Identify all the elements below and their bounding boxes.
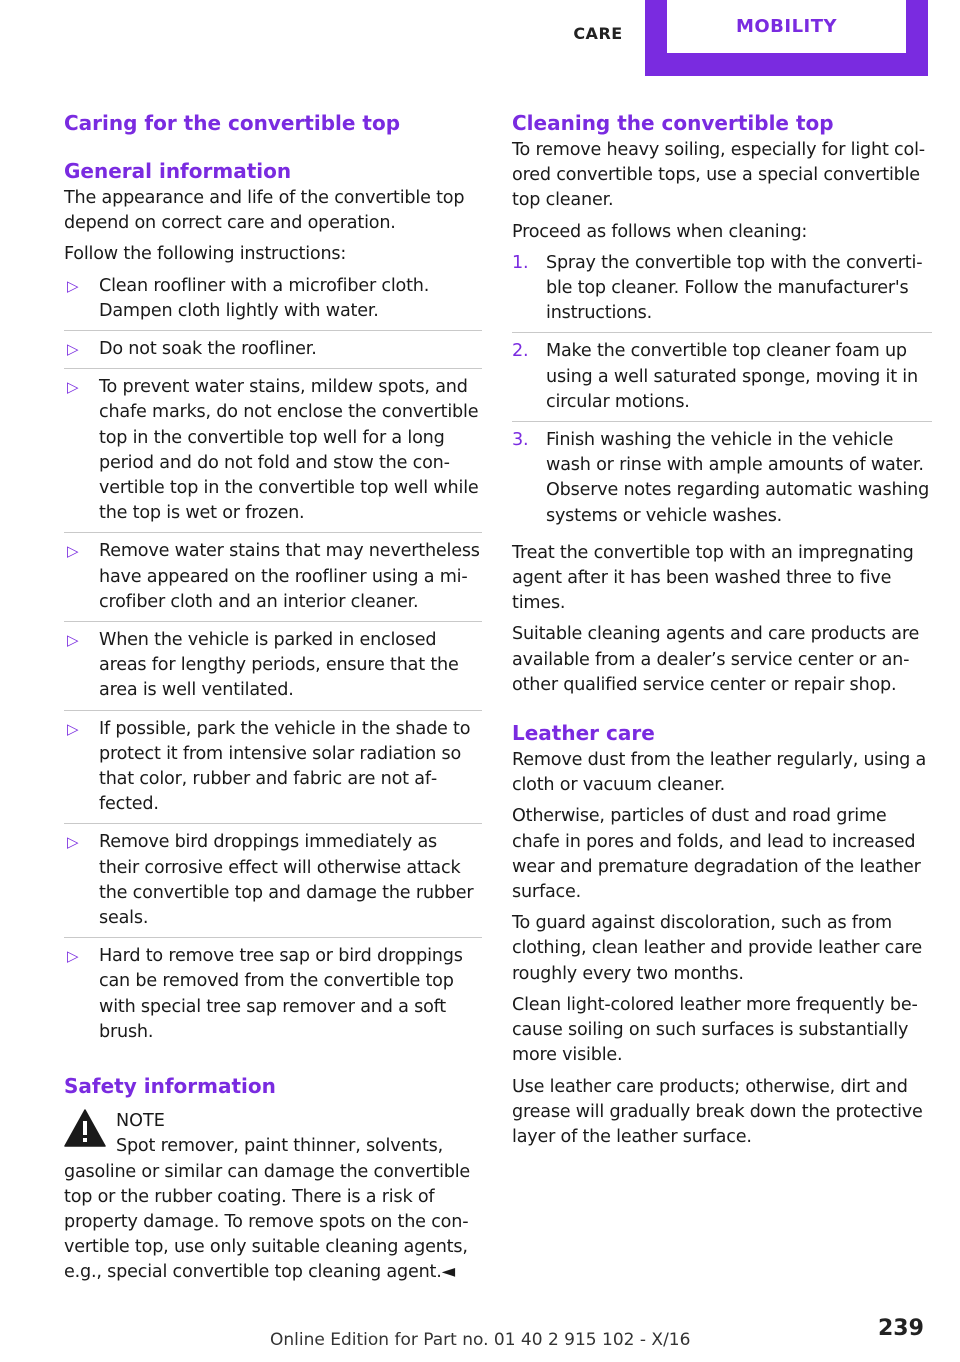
section-label: CARE — [573, 24, 623, 43]
triangle-bullet-icon: ▷ — [67, 947, 79, 966]
general-info-heading: General information — [64, 159, 292, 183]
warning-triangle-icon — [64, 1109, 106, 1147]
end-mark-icon: ◄ — [441, 1262, 455, 1283]
leather-p5: Use leather care products; otherwise, dirt and grease will gradually break down the protective layer of the leather surface. — [512, 1076, 923, 1147]
page-number: 239 — [878, 1316, 924, 1341]
leather-p3: To guard against discoloration, such as from clothing, clean leather and provide leather care roughly every two months. — [512, 913, 922, 984]
triangle-bullet-icon: ▷ — [67, 340, 79, 359]
list-item: ▷ Hard to remove tree sap or bird droppings can be removed from the convertible top with special tree sap remover and a soft brush. — [67, 946, 463, 1042]
page-title: Caring for the convertible top — [64, 111, 401, 135]
cleaning-heading: Cleaning the convertible top — [512, 111, 834, 135]
leather-p2: Otherwise, particles of dust and road grime chafe in pores and folds, and lead to increased wear and premature degradation of the leather surface. — [512, 806, 921, 903]
suitable-paragraph: Suitable cleaning agents and care products are available from a dealer’s service center or another qualified service center or repair shop. — [512, 624, 920, 695]
list-item: ▷ Clean roofliner with a microfiber cloth. Dampen cloth lightly with water. — [64, 274, 482, 331]
list-item: 2. Make the convertible top cleaner foam up using a well saturated sponge, moving it in circular motions. — [512, 339, 932, 422]
list-item: ▷ Do not soak the roofliner. — [64, 337, 482, 369]
triangle-bullet-icon: ▷ — [67, 276, 79, 295]
leather-p1: Remove dust from the leather regularly, using a cloth or vacuum cleaner. — [512, 750, 927, 796]
safety-info-heading: Safety information — [64, 1074, 276, 1099]
list-item: 3. Finish washing the vehicle in the vehicle wash or rinse with ample amounts of water. Observe notes regarding automatic washing systems or vehicle washes. — [512, 430, 930, 526]
right-column — [512, 108, 932, 1150]
treat-paragraph: Treat the convertible top with an impregnating agent after it has been washed three to five times. — [512, 542, 914, 614]
leather-heading: Leather care — [512, 721, 655, 746]
list-item: ▷ When the vehicle is parked in enclosed areas for lengthy periods, ensure that the area is well ventilated. — [64, 628, 482, 711]
triangle-bullet-icon: ▷ — [67, 833, 79, 852]
list-item: ▷ If possible, park the vehicle in the shade to protect it from intensive solar radiation so that color, rubber and fabric are not affected. — [64, 717, 482, 825]
list-item: ▷ Remove bird droppings immediately as their corrosive effect will otherwise attack the convertible top and damage the rubber seals. — [64, 830, 482, 938]
left-column — [64, 108, 482, 1286]
triangle-bullet-icon: ▷ — [67, 542, 79, 561]
note-text: Spot remover, paint thinner, solvents, gasoline or similar can damage the convertible top or the rubber coating. There is a risk of property damage. To remove spots on the convertible top, use only suitable cleaning agents, e.g., special convertible top cleaning agent.◄ — [64, 1136, 471, 1283]
chapter-tab — [645, 0, 928, 76]
instruction-list — [64, 274, 482, 1051]
list-item: ▷ Remove water stains that may nevertheless have appeared on the roofliner using a microfiber cloth and an interior cleaner. — [64, 539, 482, 622]
chapter-tab-label: MOBILITY — [735, 16, 838, 37]
list-item: ▷ To prevent water stains, mildew spots, and chafe marks, do not enclose the convertible top in the convertible top well for a long period and do not fold and stow the convertible top in the convertible top well while the top is wet or frozen. — [64, 375, 482, 533]
cleaning-intro: To remove heavy soiling, especially for light colored convertible tops, use a special convertible top cleaner. — [512, 140, 926, 211]
triangle-bullet-icon: ▷ — [67, 631, 79, 650]
cleaning-proceed: Proceed as follows when cleaning: — [512, 221, 808, 242]
triangle-bullet-icon: ▷ — [67, 378, 79, 397]
triangle-bullet-icon: ▷ — [67, 719, 79, 738]
list-item: 1. Spray the convertible top with the convertible top cleaner. Follow the manufacturer's instructions. — [512, 251, 932, 334]
follow-instructions: Follow the following instructions: — [64, 244, 347, 265]
general-info-intro: The appearance and life of the convertible top depend on correct care and operation. — [64, 188, 465, 234]
edition-text: Online Edition for Part no. 01 40 2 915 102 - X/16 — [270, 1330, 691, 1350]
cleaning-steps — [512, 251, 932, 535]
leather-p4: Clean light-colored leather more frequently because soiling on such surfaces is substantially more visible. — [512, 994, 918, 1066]
note-label: NOTE — [116, 1111, 165, 1132]
safety-note — [64, 1109, 482, 1285]
